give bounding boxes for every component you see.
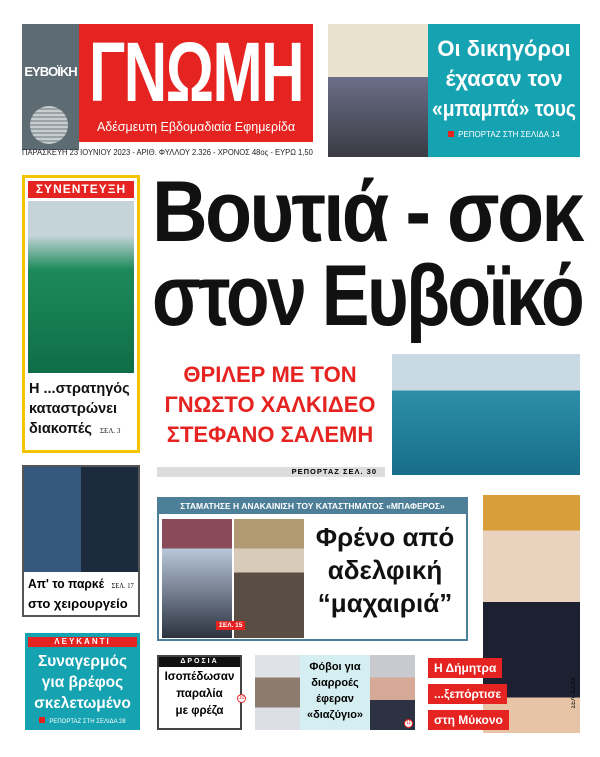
interview-photo xyxy=(28,201,134,373)
drosia-story[interactable] xyxy=(157,655,245,730)
logo-region-panel xyxy=(22,24,79,150)
dimitra-headline-line[interactable]: ...ξεπόρτισε xyxy=(428,684,507,704)
headline-line: Βουτιά - σοκ xyxy=(152,164,582,260)
section-label: ΣΥΝΕΝΤΕΥΞΗ xyxy=(28,181,134,198)
headline-line: Απ' το παρκέ xyxy=(28,576,105,591)
subhead-line: ΘΡΙΛΕΡ ΜΕ ΤΟΝ xyxy=(183,362,357,387)
boat-rescue-photo xyxy=(392,354,580,475)
report-ref: ΡΕΠΟΡΤΑΖ ΣΤΗ ΣΕΛΙΔΑ 28 xyxy=(49,719,126,725)
kicker: ΣΤΑΜΑΤΗΣΕ Η ΑΝΑΚΑΙΝΙΣΗ ΤΟΥ ΚΑΤΑΣΤΗΜΑΤΟΣ «ΜΠΑΦΕΡΟΣ» xyxy=(159,499,466,514)
headline-line: Οι δικηγόροι xyxy=(437,36,571,61)
headline-line: σκελετωμένο xyxy=(34,695,131,712)
headline-line: αδελφική xyxy=(327,555,443,585)
dateline: ΠΑΡΑΣΚΕΥΗ 23 ΙΟΥΝΙΟΥ 2023 - ΑΡΙΘ. ΦΥΛΛΟΥ 2.326 - ΧΡΟΝΟΣ 48ος - ΕΥΡΩ 1,50 xyxy=(22,147,313,157)
bullet-icon xyxy=(39,717,45,723)
main-subhead xyxy=(155,360,385,450)
headline-line: έχασαν τον xyxy=(445,66,563,91)
man-photo-left xyxy=(255,655,300,730)
headline-line: Η ...στρατηγός xyxy=(29,381,130,397)
logo-globe-icon xyxy=(30,106,68,144)
divorce-story[interactable] xyxy=(255,655,415,730)
headline-line: διαρροές xyxy=(311,677,359,689)
headline-line: Φρένο από xyxy=(315,522,455,552)
headline-line: για βρέφος xyxy=(41,674,124,691)
headline-line: «μπαμπά» τους xyxy=(432,96,576,121)
page-ref: ΣΕΛ. 12-13 xyxy=(571,677,577,708)
top-story[interactable] xyxy=(428,24,580,157)
lawyer-photo xyxy=(328,24,428,157)
store-story[interactable] xyxy=(157,497,468,641)
section-label: ΛΕΥΚΑΝΤΙ xyxy=(28,637,137,647)
region-label: ΕΥΒΟΪΚΗ xyxy=(24,64,77,79)
headline-line: διακοπές xyxy=(29,421,92,437)
subhead-line: ΣΤΕΦΑΝΟ ΣΑΛΕΜΗ xyxy=(166,422,374,447)
headline-line: Φόβοι για xyxy=(309,661,361,673)
sport-story[interactable] xyxy=(22,465,140,617)
headline-line: «διαζύγιο» xyxy=(306,709,364,721)
page-number-badge: 11 xyxy=(405,720,412,726)
lefkanti-story[interactable] xyxy=(25,633,140,730)
page-ref: ΣΕΛ. 3 xyxy=(99,427,121,435)
subhead-line: ΓΝΩΣΤΟ ΧΑΛΚΙΔΕΟ xyxy=(164,392,376,417)
headline-line: με φρέζα xyxy=(175,705,224,717)
headline-line: Συναγερμός xyxy=(37,653,128,670)
report-ref: ΡΕΠΟΡΤΑΖ ΣΤΗ ΣΕΛΙΔΑ 14 xyxy=(458,130,560,139)
headline-line: παραλία xyxy=(176,688,223,700)
headline-line: στο χειρουργείο xyxy=(28,596,128,611)
headline-line: Ισοπέδωσαν xyxy=(164,671,235,683)
page-ref: ΣΕΛ. 17 xyxy=(111,582,134,590)
dimitra-headline-line[interactable]: Η Δήμητρα xyxy=(428,658,502,678)
page-number-badge: 10 xyxy=(238,695,245,701)
newspaper-title: ΓΝΩΜΗ xyxy=(89,25,304,119)
main-headline[interactable] xyxy=(152,164,583,344)
headline-line: “μαχαιριά” xyxy=(317,588,453,618)
interview-box[interactable] xyxy=(22,175,140,453)
masthead xyxy=(79,24,313,142)
bullet-icon xyxy=(448,131,454,137)
headline-line: καταστρώνει xyxy=(29,401,118,417)
page-ref: ΣΕΛ. 15 xyxy=(216,621,245,630)
dimitra-headline-line[interactable]: στη Μύκονο xyxy=(428,710,509,730)
main-report-ref: ΡΕΠΟΡΤΑΖ ΣΕΛ. 30 xyxy=(157,467,385,477)
section-label: ΔΡΟΣΙΑ xyxy=(159,657,240,667)
headline-line: έφεραν xyxy=(316,693,354,705)
tagline: Αδέσμευτη Εβδομαδιαία Εφημερίδα xyxy=(96,120,296,134)
sport-photo xyxy=(24,467,138,572)
headline-line: στον Ευβοϊκό xyxy=(152,248,583,344)
